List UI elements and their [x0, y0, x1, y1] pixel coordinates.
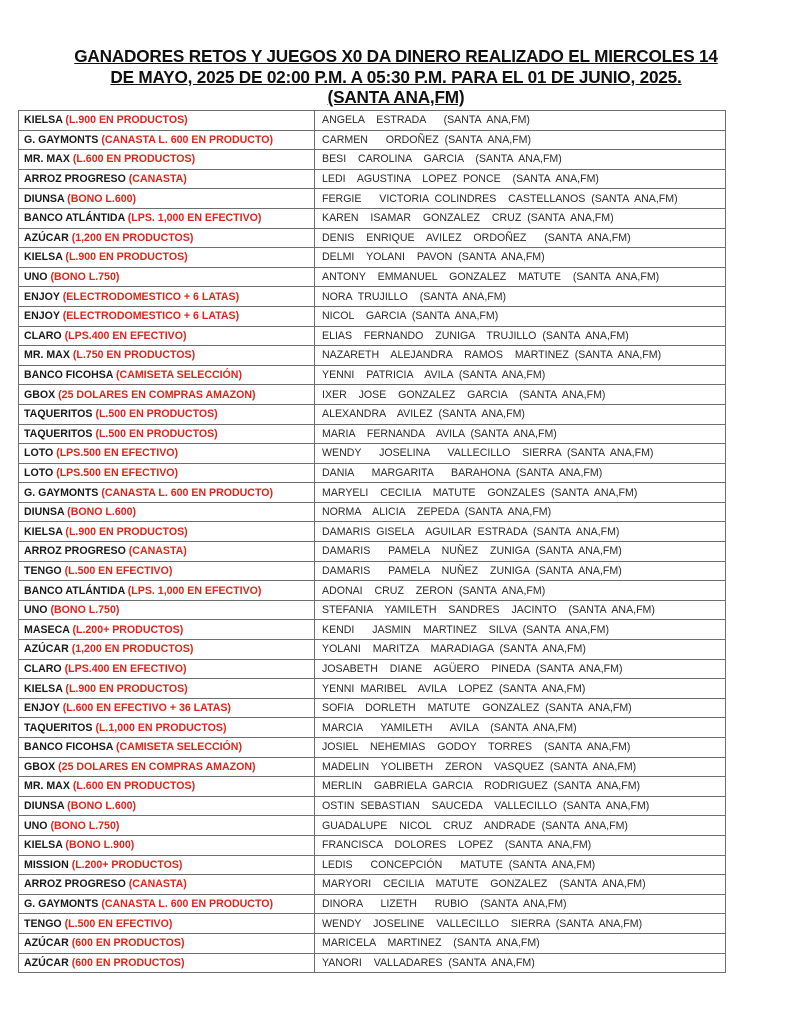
- sponsor-name: BANCO FICOHSA: [24, 369, 114, 382]
- winner-name-cell: MARCIA YAMILETH AVILA (SANTA ANA,FM): [315, 718, 726, 738]
- sponsor-name: ARROZ PROGRESO: [24, 173, 126, 186]
- sponsor-prize-cell: [19, 777, 315, 797]
- sponsor-name: TENGO: [24, 564, 62, 577]
- prize-description: (BONO L.900): [65, 839, 135, 852]
- sponsor-name: BANCO ATLÁNTIDA: [24, 584, 125, 597]
- table-row: [19, 581, 726, 601]
- table-row: [19, 738, 726, 758]
- prize-description: (L.500 EN PRODUCTOS): [95, 427, 218, 440]
- sponsor-name: MR. MAX: [24, 780, 70, 793]
- winner-name-cell: DINORA LIZETH RUBIO (SANTA ANA,FM): [315, 894, 726, 914]
- winner-name-cell: LEDIS CONCEPCIÓN MATUTE (SANTA ANA,FM): [315, 855, 726, 875]
- table-row: [19, 953, 726, 973]
- sponsor-prize-cell: [19, 483, 315, 503]
- sponsor-prize-cell: [19, 542, 315, 562]
- table-row: [19, 816, 726, 836]
- sponsor-prize-cell: [19, 267, 315, 287]
- winner-name-cell: MARIA FERNANDA AVILA (SANTA ANA,FM): [315, 424, 726, 444]
- sponsor-name: TAQUERITOS: [24, 721, 93, 734]
- sponsor-name: KIELSA: [24, 114, 63, 127]
- table-row: [19, 796, 726, 816]
- table-row: [19, 404, 726, 424]
- sponsor-prize-cell: [19, 130, 315, 150]
- prize-description: (L.900 EN PRODUCTOS): [65, 114, 188, 127]
- winner-name-cell: MARICELA MARTINEZ (SANTA ANA,FM): [315, 933, 726, 953]
- sponsor-name: KIELSA: [24, 251, 63, 264]
- winner-name-cell: JOSABETH DIANE AGÜERO PINEDA (SANTA ANA,FM): [315, 659, 726, 679]
- sponsor-name: GBOX: [24, 388, 56, 401]
- sponsor-name: CLARO: [24, 329, 62, 342]
- table-row: [19, 640, 726, 660]
- prize-description: (1,200 EN PRODUCTOS): [71, 643, 194, 656]
- table-row: [19, 502, 726, 522]
- sponsor-name: KIELSA: [24, 525, 63, 538]
- winner-name-cell: NORMA ALICIA ZEPEDA (SANTA ANA,FM): [315, 502, 726, 522]
- prize-description: (LPS.400 EN EFECTIVO): [64, 662, 187, 675]
- winner-name-cell: WENDY JOSELINE VALLECILLO SIERRA (SANTA ANA,FM): [315, 914, 726, 934]
- sponsor-prize-cell: [19, 502, 315, 522]
- table-row: [19, 933, 726, 953]
- sponsor-prize-cell: [19, 698, 315, 718]
- prize-description: (L.500 EN EFECTIVO): [64, 917, 173, 930]
- sponsor-name: AZÚCAR: [24, 231, 69, 244]
- sponsor-prize-cell: [19, 718, 315, 738]
- sponsor-prize-cell: [19, 679, 315, 699]
- winner-name-cell: MERLIN GABRIELA GARCIA RODRIGUEZ (SANTA ANA,FM): [315, 777, 726, 797]
- sponsor-name: LOTO: [24, 466, 54, 479]
- sponsor-name: BANCO ATLÁNTIDA: [24, 212, 125, 225]
- winner-name-cell: MARYELI CECILIA MATUTE GONZALES (SANTA ANA,FM): [315, 483, 726, 503]
- winner-name-cell: FERGIE VICTORIA COLINDRES CASTELLANOS (SANTA ANA,FM): [315, 189, 726, 209]
- table-row: [19, 306, 726, 326]
- sponsor-name: LOTO: [24, 447, 54, 460]
- table-row: [19, 169, 726, 189]
- prize-description: (LPS. 1,000 EN EFECTIVO): [127, 584, 262, 597]
- winner-name-cell: CARMEN ORDOÑEZ (SANTA ANA,FM): [315, 130, 726, 150]
- prize-description: (CANASTA): [128, 173, 187, 186]
- table-row: [19, 444, 726, 464]
- sponsor-prize-cell: [19, 757, 315, 777]
- sponsor-name: DIUNSA: [24, 192, 65, 205]
- document-title: [20, 46, 772, 108]
- table-row: [19, 620, 726, 640]
- sponsor-prize-cell: [19, 914, 315, 934]
- sponsor-prize-cell: [19, 169, 315, 189]
- sponsor-prize-cell: [19, 287, 315, 307]
- table-row: [19, 365, 726, 385]
- sponsor-prize-cell: [19, 150, 315, 170]
- prize-description: (L.200+ PRODUCTOS): [72, 623, 184, 636]
- table-row: [19, 385, 726, 405]
- winner-name-cell: YOLANI MARITZA MARADIAGA (SANTA ANA,FM): [315, 640, 726, 660]
- table-row: [19, 326, 726, 346]
- sponsor-prize-cell: [19, 600, 315, 620]
- prize-description: (L.600 EN PRODUCTOS): [72, 780, 196, 793]
- winner-name-cell: NORA TRUJILLO (SANTA ANA,FM): [315, 287, 726, 307]
- sponsor-prize-cell: [19, 404, 315, 424]
- sponsor-name: TENGO: [24, 917, 62, 930]
- table-row: [19, 189, 726, 209]
- table-row: [19, 463, 726, 483]
- sponsor-prize-cell: [19, 933, 315, 953]
- prize-description: (L.900 EN PRODUCTOS): [65, 525, 188, 538]
- table-row: [19, 483, 726, 503]
- table-row: [19, 346, 726, 366]
- table-row: [19, 542, 726, 562]
- sponsor-prize-cell: [19, 248, 315, 268]
- winner-name-cell: KENDI JASMIN MARTINEZ SILVA (SANTA ANA,FM): [315, 620, 726, 640]
- winner-name-cell: DAMARIS GISELA AGUILAR ESTRADA (SANTA ANA,FM): [315, 522, 726, 542]
- winner-name-cell: GUADALUPE NICOL CRUZ ANDRADE (SANTA ANA,FM): [315, 816, 726, 836]
- table-row: [19, 679, 726, 699]
- winner-name-cell: MADELIN YOLIBETH ZERON VASQUEZ (SANTA ANA,FM): [315, 757, 726, 777]
- sponsor-prize-cell: [19, 306, 315, 326]
- sponsor-name: CLARO: [24, 662, 62, 675]
- winner-name-cell: JOSIEL NEHEMIAS GODOY TORRES (SANTA ANA,FM): [315, 738, 726, 758]
- winner-name-cell: DAMARIS PAMELA NUÑEZ ZUNIGA (SANTA ANA,FM): [315, 542, 726, 562]
- prize-description: (LPS.500 EN EFECTIVO): [56, 466, 179, 479]
- sponsor-name: TAQUERITOS: [24, 408, 93, 421]
- winner-name-cell: OSTIN SEBASTIAN SAUCEDA VALLECILLO (SANTA ANA,FM): [315, 796, 726, 816]
- winner-name-cell: MARYORI CECILIA MATUTE GONZALEZ (SANTA ANA,FM): [315, 875, 726, 895]
- sponsor-prize-cell: [19, 111, 315, 131]
- sponsor-prize-cell: [19, 835, 315, 855]
- sponsor-name: MR. MAX: [24, 153, 70, 166]
- prize-description: (BONO L.600): [67, 506, 137, 519]
- sponsor-prize-cell: [19, 385, 315, 405]
- sponsor-name: G. GAYMONTS: [24, 486, 99, 499]
- winner-name-cell: DENIS ENRIQUE AVILEZ ORDOÑEZ (SANTA ANA,FM): [315, 228, 726, 248]
- prize-description: (L.500 EN EFECTIVO): [64, 564, 173, 577]
- sponsor-name: G. GAYMONTS: [24, 898, 99, 911]
- table-row: [19, 111, 726, 131]
- table-row: [19, 130, 726, 150]
- sponsor-prize-cell: [19, 855, 315, 875]
- winner-name-cell: FRANCISCA DOLORES LOPEZ (SANTA ANA,FM): [315, 835, 726, 855]
- sponsor-name: ENJOY: [24, 702, 60, 715]
- sponsor-name: KIELSA: [24, 682, 63, 695]
- winner-name-cell: NAZARETH ALEJANDRA RAMOS MARTINEZ (SANTA ANA,FM): [315, 346, 726, 366]
- table-row: [19, 914, 726, 934]
- winner-name-cell: DANIA MARGARITA BARAHONA (SANTA ANA,FM): [315, 463, 726, 483]
- winner-name-cell: YANORI VALLADARES (SANTA ANA,FM): [315, 953, 726, 973]
- sponsor-name: MISSION: [24, 858, 69, 871]
- prize-description: (ELECTRODOMESTICO + 6 LATAS): [62, 290, 240, 303]
- prize-description: (CANASTA L. 600 EN PRODUCTO): [101, 486, 273, 499]
- prize-description: (BONO L.750): [50, 819, 120, 832]
- table-row: [19, 894, 726, 914]
- sponsor-name: TAQUERITOS: [24, 427, 93, 440]
- table-row: [19, 757, 726, 777]
- table-row: [19, 522, 726, 542]
- winner-name-cell: SOFIA DORLETH MATUTE GONZALEZ (SANTA ANA,FM): [315, 698, 726, 718]
- winner-name-cell: WENDY JOSELINA VALLECILLO SIERRA (SANTA ANA,FM): [315, 444, 726, 464]
- sponsor-prize-cell: [19, 326, 315, 346]
- sponsor-prize-cell: [19, 738, 315, 758]
- winner-name-cell: BESI CAROLINA GARCIA (SANTA ANA,FM): [315, 150, 726, 170]
- sponsor-name: MASECA: [24, 623, 70, 636]
- sponsor-name: ARROZ PROGRESO: [24, 545, 126, 558]
- table-row: [19, 424, 726, 444]
- table-row: [19, 150, 726, 170]
- prize-description: (L.200+ PRODUCTOS): [71, 858, 183, 871]
- winner-name-cell: DELMI YOLANI PAVON (SANTA ANA,FM): [315, 248, 726, 268]
- winner-name-cell: ANTONY EMMANUEL GONZALEZ MATUTE (SANTA ANA,FM): [315, 267, 726, 287]
- sponsor-prize-cell: [19, 424, 315, 444]
- prize-description: (BONO L.600): [67, 192, 137, 205]
- table-row: [19, 208, 726, 228]
- prize-description: (L.900 EN PRODUCTOS): [65, 251, 188, 264]
- prize-description: (CANASTA): [128, 878, 187, 891]
- sponsor-name: AZÚCAR: [24, 937, 69, 950]
- prize-description: (25 DOLARES EN COMPRAS AMAZON): [58, 760, 256, 773]
- table-row: [19, 659, 726, 679]
- sponsor-prize-cell: [19, 640, 315, 660]
- winner-name-cell: ALEXANDRA AVILEZ (SANTA ANA,FM): [315, 404, 726, 424]
- sponsor-name: ENJOY: [24, 290, 60, 303]
- prize-description: (L.900 EN PRODUCTOS): [65, 682, 188, 695]
- winner-name-cell: LEDI AGUSTINA LOPEZ PONCE (SANTA ANA,FM): [315, 169, 726, 189]
- prize-description: (600 EN PRODUCTOS): [71, 956, 185, 969]
- sponsor-prize-cell: [19, 346, 315, 366]
- winners-table-body: [19, 111, 726, 973]
- winner-name-cell: STEFANIA YAMILETH SANDRES JACINTO (SANTA ANA,FM): [315, 600, 726, 620]
- table-row: [19, 267, 726, 287]
- title-line-3: (SANTA ANA,FM): [327, 87, 465, 107]
- table-row: [19, 600, 726, 620]
- winner-name-cell: YENNI MARIBEL AVILA LOPEZ (SANTA ANA,FM): [315, 679, 726, 699]
- prize-description: (1,200 EN PRODUCTOS): [71, 231, 194, 244]
- sponsor-name: UNO: [24, 819, 48, 832]
- sponsor-prize-cell: [19, 953, 315, 973]
- prize-description: (L.500 EN PRODUCTOS): [95, 408, 218, 421]
- table-row: [19, 855, 726, 875]
- table-row: [19, 777, 726, 797]
- sponsor-prize-cell: [19, 228, 315, 248]
- winner-name-cell: IXER JOSE GONZALEZ GARCIA (SANTA ANA,FM): [315, 385, 726, 405]
- sponsor-prize-cell: [19, 796, 315, 816]
- sponsor-name: DIUNSA: [24, 800, 65, 813]
- prize-description: (CANASTA): [128, 545, 187, 558]
- sponsor-name: KIELSA: [24, 839, 63, 852]
- sponsor-prize-cell: [19, 816, 315, 836]
- sponsor-name: UNO: [24, 271, 48, 284]
- sponsor-name: G. GAYMONTS: [24, 133, 99, 146]
- sponsor-prize-cell: [19, 444, 315, 464]
- winner-name-cell: DAMARIS PAMELA NUÑEZ ZUNIGA (SANTA ANA,FM): [315, 561, 726, 581]
- prize-description: (BONO L.750): [50, 271, 120, 284]
- winner-name-cell: NICOL GARCIA (SANTA ANA,FM): [315, 306, 726, 326]
- table-row: [19, 718, 726, 738]
- prize-description: (L.600 EN PRODUCTOS): [72, 153, 196, 166]
- table-row: [19, 835, 726, 855]
- winner-name-cell: KAREN ISAMAR GONZALEZ CRUZ (SANTA ANA,FM): [315, 208, 726, 228]
- table-row: [19, 248, 726, 268]
- table-row: [19, 875, 726, 895]
- table-row: [19, 228, 726, 248]
- sponsor-prize-cell: [19, 522, 315, 542]
- title-line-1: GANADORES RETOS Y JUEGOS X0 DA DINERO REALIZADO EL MIERCOLES 14: [74, 46, 718, 66]
- sponsor-name: AZÚCAR: [24, 956, 69, 969]
- prize-description: (LPS.500 EN EFECTIVO): [56, 447, 179, 460]
- prize-description: (600 EN PRODUCTOS): [71, 937, 185, 950]
- prize-description: (CANASTA L. 600 EN PRODUCTO): [101, 133, 273, 146]
- winner-name-cell: ANGELA ESTRADA (SANTA ANA,FM): [315, 111, 726, 131]
- prize-description: (CAMISETA SELECCIÓN): [116, 369, 242, 382]
- sponsor-prize-cell: [19, 875, 315, 895]
- sponsor-prize-cell: [19, 894, 315, 914]
- sponsor-name: GBOX: [24, 760, 56, 773]
- sponsor-name: DIUNSA: [24, 506, 65, 519]
- sponsor-prize-cell: [19, 659, 315, 679]
- prize-description: (ELECTRODOMESTICO + 6 LATAS): [62, 310, 240, 323]
- prize-description: (LPS. 1,000 EN EFECTIVO): [127, 212, 262, 225]
- prize-description: (L.600 EN EFECTIVO + 36 LATAS): [62, 702, 231, 715]
- sponsor-prize-cell: [19, 365, 315, 385]
- title-line-2: DE MAYO, 2025 DE 02:00 P.M. A 05:30 P.M. PARA EL 01 DE JUNIO, 2025.: [110, 66, 682, 87]
- sponsor-prize-cell: [19, 189, 315, 209]
- sponsor-name: ENJOY: [24, 310, 60, 323]
- sponsor-prize-cell: [19, 208, 315, 228]
- sponsor-name: BANCO FICOHSA: [24, 741, 114, 754]
- sponsor-name: AZÚCAR: [24, 643, 69, 656]
- table-row: [19, 287, 726, 307]
- sponsor-prize-cell: [19, 581, 315, 601]
- sponsor-name: ARROZ PROGRESO: [24, 878, 126, 891]
- sponsor-prize-cell: [19, 561, 315, 581]
- prize-description: (LPS.400 EN EFECTIVO): [64, 329, 187, 342]
- table-row: [19, 561, 726, 581]
- prize-description: (L.1,000 EN PRODUCTOS): [95, 721, 227, 734]
- sponsor-prize-cell: [19, 620, 315, 640]
- winner-name-cell: ELIAS FERNANDO ZUNIGA TRUJILLO (SANTA ANA,FM): [315, 326, 726, 346]
- prize-description: (CAMISETA SELECCIÓN): [116, 741, 242, 754]
- prize-description: (25 DOLARES EN COMPRAS AMAZON): [58, 388, 256, 401]
- prize-description: (BONO L.600): [67, 800, 137, 813]
- prize-description: (BONO L.750): [50, 604, 120, 617]
- table-row: [19, 698, 726, 718]
- winners-table: [18, 110, 726, 973]
- sponsor-prize-cell: [19, 463, 315, 483]
- winner-name-cell: ADONAI CRUZ ZERON (SANTA ANA,FM): [315, 581, 726, 601]
- winner-name-cell: YENNI PATRICIA AVILA (SANTA ANA,FM): [315, 365, 726, 385]
- prize-description: (L.750 EN PRODUCTOS): [72, 349, 196, 362]
- prize-description: (CANASTA L. 600 EN PRODUCTO): [101, 898, 273, 911]
- sponsor-name: UNO: [24, 604, 48, 617]
- sponsor-name: MR. MAX: [24, 349, 70, 362]
